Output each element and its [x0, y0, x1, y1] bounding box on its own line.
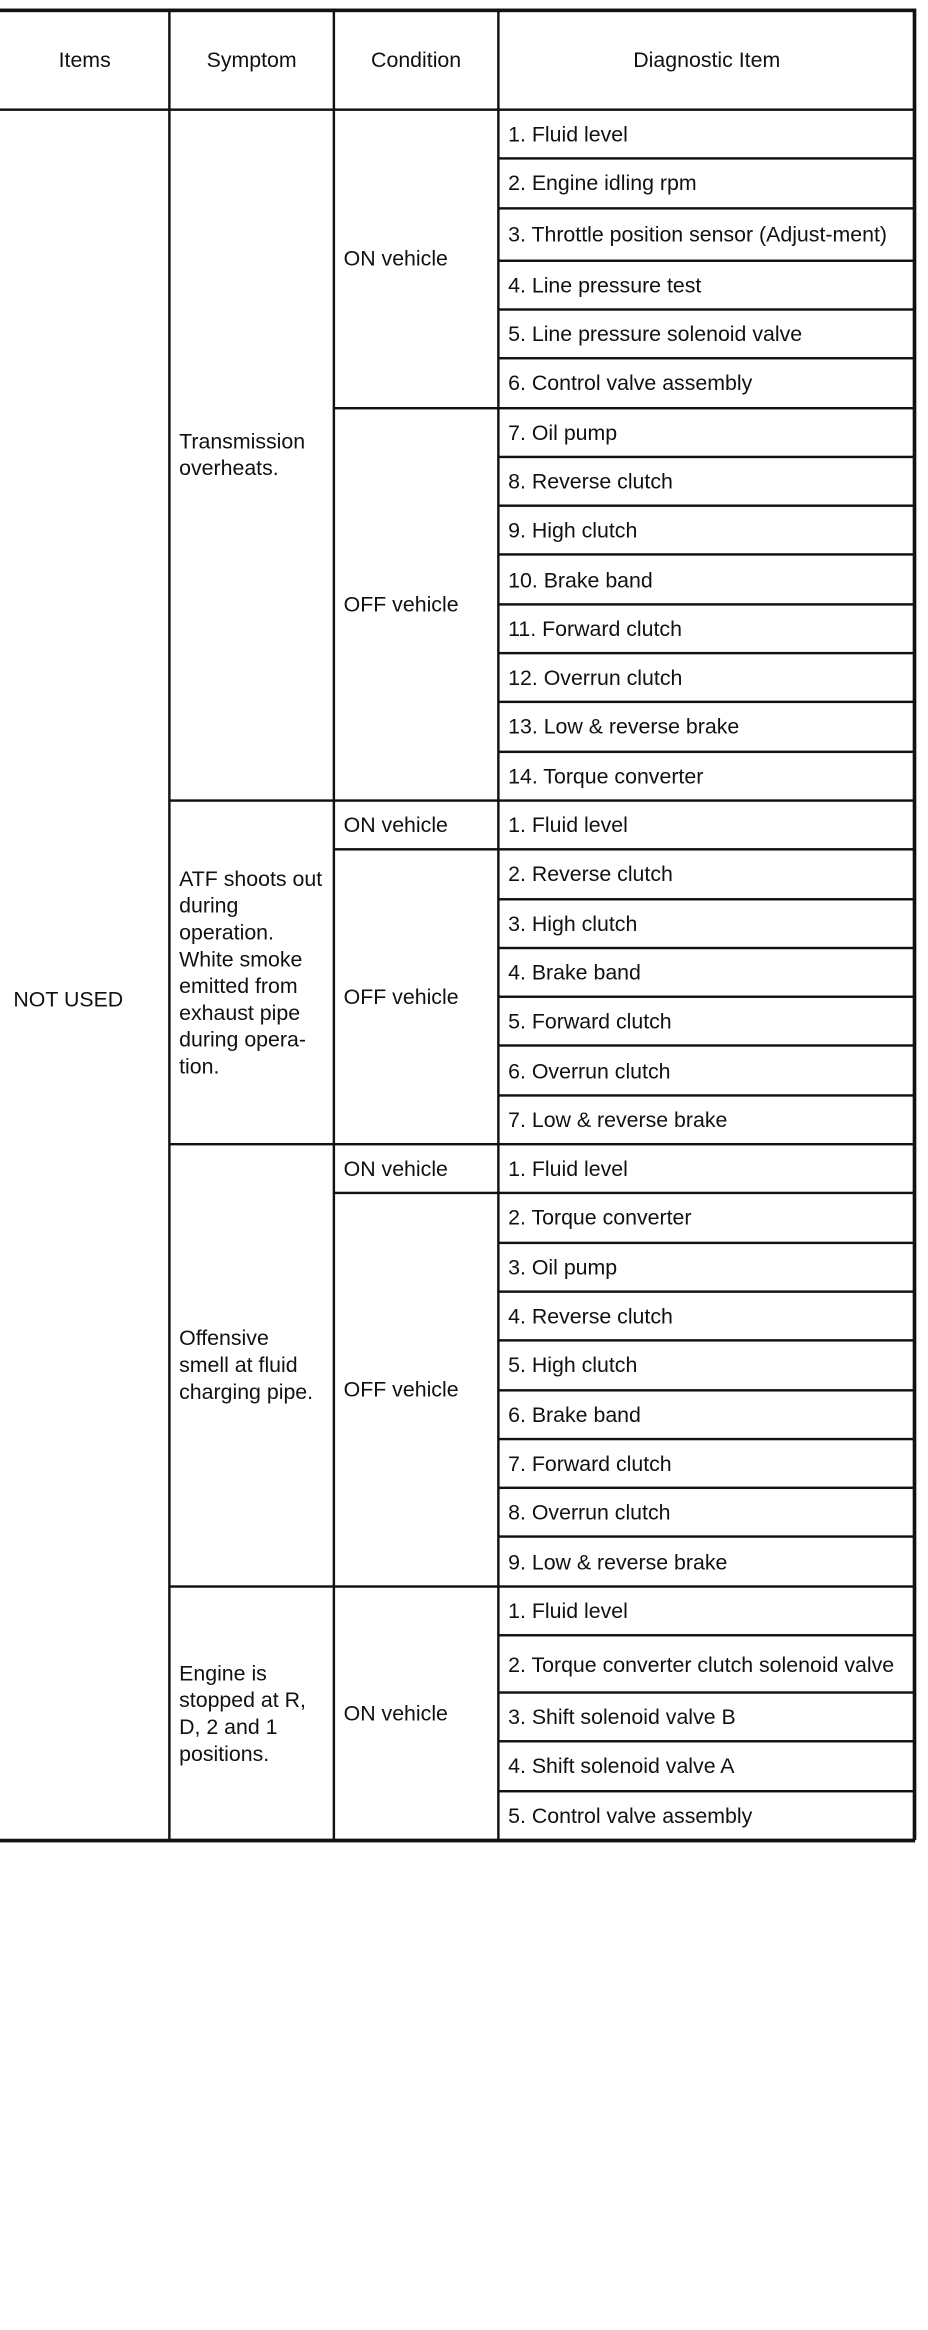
symptom-cell: Engine is stopped at R, D, 2 and 1 positions.	[179, 1660, 306, 1766]
diagnostic-item-cell: 5. High clutch	[508, 1352, 638, 1378]
diagnostic-item-cell: 2. Torque converter	[508, 1205, 692, 1231]
row-divider	[498, 1241, 915, 1243]
row-divider	[498, 1790, 915, 1792]
diagnostic-item-cell: 2. Torque converter clutch solenoid valve	[508, 1651, 895, 1677]
symptom-divider	[169, 1585, 334, 1587]
diagnostic-item-cell: 7. Oil pump	[508, 419, 618, 445]
symptom-divider	[169, 1143, 334, 1145]
diagnostic-item-cell: 2. Engine idling rpm	[508, 171, 697, 196]
diagnostic-item-cell: 9. Low & reverse brake	[508, 1549, 728, 1574]
diagnostic-item-cell: 3. Oil pump	[508, 1254, 618, 1280]
row-divider	[498, 947, 915, 949]
row-divider	[498, 1634, 915, 1636]
condition-cell: OFF vehicle	[343, 984, 459, 1010]
diagnostic-item-cell: 4. Reverse clutch	[508, 1303, 673, 1329]
condition-divider	[334, 406, 499, 408]
row-divider	[498, 1094, 915, 1096]
diagnostic-item-cell: 11. Forward clutch	[508, 616, 682, 641]
header-items: Items	[58, 47, 111, 72]
row-divider	[498, 406, 915, 408]
diagnostic-item-cell: 6. Overrun clutch	[508, 1058, 671, 1083]
row-divider	[498, 554, 915, 556]
row-divider	[498, 1143, 915, 1145]
row-divider	[498, 603, 915, 605]
diagnostic-item-cell: 12. Overrun clutch	[508, 665, 683, 690]
row-divider	[498, 1691, 915, 1693]
diagnostic-item-cell: 5. Control valve assembly	[508, 1803, 753, 1828]
col-divider-diagnostic	[497, 9, 499, 1840]
row-divider	[498, 1192, 915, 1194]
condition-divider	[334, 1585, 499, 1587]
row-divider	[498, 652, 915, 654]
diagnostic-item-cell: 10. Brake band	[508, 567, 653, 592]
row-divider	[498, 996, 915, 998]
header-symptom: Symptom	[206, 47, 297, 72]
diagnostic-item-cell: 8. Reverse clutch	[508, 469, 673, 494]
condition-cell: ON vehicle	[343, 1156, 448, 1181]
row-divider	[498, 1585, 915, 1587]
row-divider	[498, 750, 915, 752]
condition-cell: OFF vehicle	[343, 1377, 459, 1402]
diagnostic-item-cell: 5. Line pressure solenoid valve	[508, 321, 803, 347]
diagnostic-item-cell: 6. Brake band	[508, 1402, 641, 1427]
row-divider	[498, 1339, 915, 1341]
diagnostic-item-cell: 4. Shift solenoid valve A	[508, 1753, 735, 1779]
diagnostic-item-cell: 1. Fluid level	[508, 812, 628, 838]
row-divider	[498, 505, 915, 507]
symptom-divider	[169, 799, 334, 801]
row-divider	[498, 1045, 915, 1047]
col-divider-condition	[333, 9, 335, 1840]
row-divider	[498, 357, 915, 359]
diagnostic-item-cell: 9. High clutch	[508, 518, 638, 543]
right-border	[913, 9, 916, 1840]
row-divider	[498, 848, 915, 850]
row-divider	[498, 1389, 915, 1391]
row-divider	[498, 455, 915, 457]
diagnostic-item-cell: 1. Fluid level	[508, 1598, 628, 1623]
diagnostic-item-cell: 6. Control valve assembly	[508, 370, 753, 396]
diagnostic-item-cell: 3. Shift solenoid valve B	[508, 1704, 736, 1730]
header-bottom-border	[0, 108, 915, 110]
symptom-cell: Offensive smell at fluid charging pipe.	[179, 1326, 314, 1405]
diagnostic-item-cell: 8. Overrun clutch	[508, 1500, 671, 1525]
symptom-cell: Transmission overheats.	[179, 429, 306, 481]
diagnostic-item-cell: 7. Low & reverse brake	[508, 1107, 728, 1132]
condition-cell: ON vehicle	[343, 1700, 448, 1726]
diagnostic-item-cell: 1. Fluid level	[508, 1156, 628, 1181]
diagnostic-item-cell: 1. Fluid level	[508, 122, 628, 147]
row-divider	[498, 1438, 915, 1440]
diagnostic-item-cell: 13. Low & reverse brake	[508, 714, 740, 739]
symptom-cell: ATF shoots out during operation. White smoke emitted from exhaust pipe during opera-tion.	[179, 866, 323, 1079]
row-divider	[498, 1536, 915, 1538]
row-divider	[498, 799, 915, 801]
diagnostic-item-cell: 4. Line pressure test	[508, 272, 702, 297]
row-divider	[498, 701, 915, 703]
header-condition: Condition	[371, 47, 462, 72]
condition-cell: ON vehicle	[343, 246, 448, 271]
condition-cell: OFF vehicle	[343, 591, 459, 617]
condition-cell: ON vehicle	[343, 812, 448, 838]
row-divider	[498, 308, 915, 310]
condition-divider	[334, 1192, 499, 1194]
condition-divider	[334, 1143, 499, 1145]
row-divider	[498, 897, 915, 899]
col-divider-symptom	[168, 9, 170, 1840]
header-diagnostic-item: Diagnostic Item	[633, 47, 781, 72]
diagnostic-item-cell: 2. Reverse clutch	[508, 861, 673, 887]
diagnostic-item-cell: 4. Brake band	[508, 960, 641, 985]
bottom-border	[0, 1839, 915, 1843]
row-divider	[498, 1740, 915, 1742]
diagnostic-item-cell: 14. Torque converter	[508, 763, 704, 789]
row-divider	[498, 1290, 915, 1292]
diagnostic-item-cell: 3. High clutch	[508, 911, 638, 936]
row-divider	[498, 1487, 915, 1489]
items-cell: NOT USED	[13, 987, 124, 1012]
row-divider	[498, 259, 915, 261]
top-border	[0, 9, 915, 12]
diagnostic-item-cell: 7. Forward clutch	[508, 1451, 672, 1476]
diagnostic-item-cell: 5. Forward clutch	[508, 1009, 672, 1034]
row-divider	[498, 158, 915, 160]
condition-divider	[334, 799, 499, 801]
row-divider	[498, 207, 915, 209]
condition-divider	[334, 848, 499, 850]
diagnostic-item-cell: 3. Throttle position sensor (Adjust-ment)	[508, 221, 888, 247]
